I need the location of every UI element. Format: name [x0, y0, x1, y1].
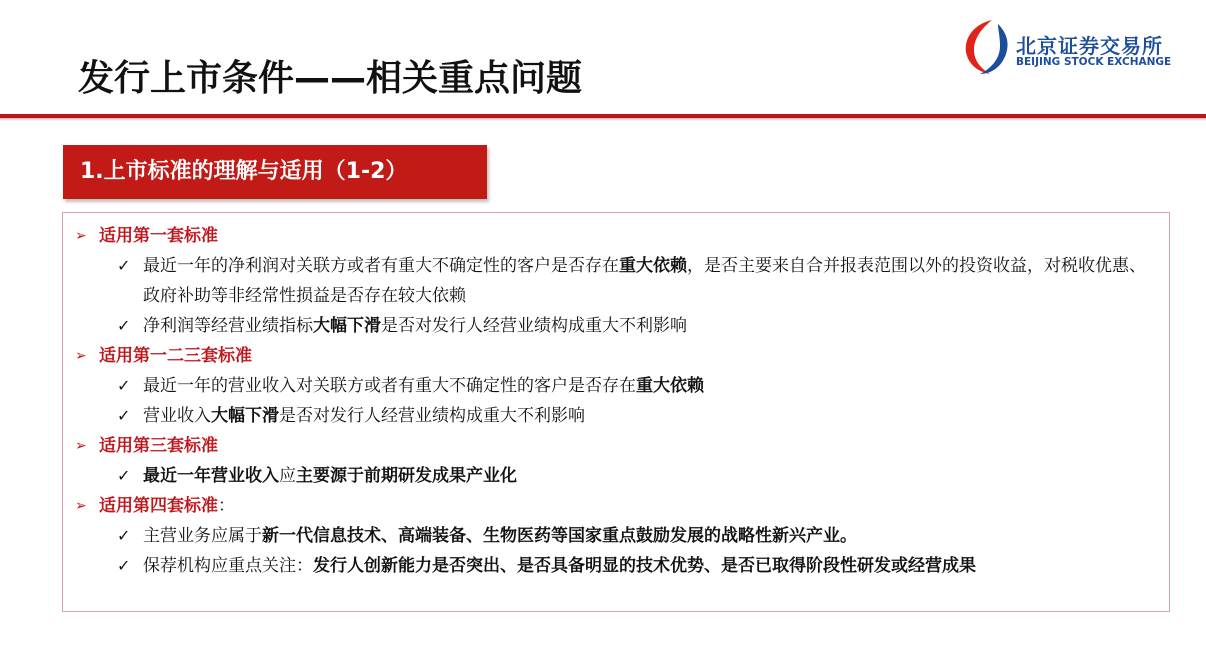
check-bullet-icon: ✓: [117, 316, 131, 335]
arrow-bullet-icon: ➢: [75, 438, 87, 454]
criteria-item: [75, 521, 1161, 551]
arrow-bullet-icon: ➢: [75, 498, 87, 514]
item-text: 保荐机构应重点关注：: [143, 556, 313, 576]
emphasis-text: 发行人创新能力是否突出、是否具备明显的技术优势、是否已取得阶段性研发或经营成果: [313, 556, 976, 576]
bse-logo: [962, 18, 1182, 78]
check-bullet-icon: ✓: [117, 376, 131, 395]
criteria-item: [75, 311, 1161, 341]
item-text: 最近一年的营业收入对关联方或者有重大不确定性的客户是否存在: [143, 376, 636, 396]
item-text: 主营业务应属于: [143, 526, 262, 546]
criteria-item: [75, 551, 1161, 581]
standard-label: 适用第一二三套标准: [99, 346, 252, 366]
header-divider-shadow: [0, 118, 1206, 121]
check-bullet-icon: ✓: [117, 556, 131, 575]
standard-heading: [75, 341, 1165, 371]
arrow-bullet-icon: ➢: [75, 228, 87, 244]
standard-heading: [75, 491, 1165, 521]
criteria-item: [75, 371, 1161, 401]
criteria-item: [75, 401, 1161, 431]
item-text: 营业收入: [143, 406, 211, 426]
item-text: 是否对发行人经营业绩构成重大不利影响: [381, 316, 687, 336]
criteria-list: [75, 221, 1165, 581]
criteria-item: [75, 461, 1161, 491]
emphasis-text: 大幅下滑: [313, 316, 381, 336]
section-heading: 1.上市标准的理解与适用（1-2）: [63, 145, 487, 199]
standard-label: 适用第四套标准: [99, 496, 218, 516]
standard-label: 适用第三套标准: [99, 436, 218, 456]
arrow-bullet-icon: ➢: [75, 348, 87, 364]
standard-heading: [75, 221, 1165, 251]
check-bullet-icon: ✓: [117, 406, 131, 425]
check-bullet-icon: ✓: [117, 466, 131, 485]
item-text: 最近一年的净利润对关联方或者有重大不确定性的客户是否存在: [143, 256, 619, 276]
standard-label: 适用第一套标准: [99, 226, 218, 246]
logo-name-en: BEIJING STOCK EXCHANGE: [1016, 56, 1172, 68]
page-title: 发行上市条件——相关重点问题: [78, 58, 583, 99]
item-text: 净利润等经营业绩指标: [143, 316, 313, 336]
emphasis-text: 主要源于前期研发成果产业化: [296, 466, 517, 486]
logo-name-cn: 北京证券交易所: [1016, 34, 1163, 58]
standard-label-suffix: ：: [218, 496, 235, 516]
emphasis-text: 新一代信息技术、高端装备、生物医药等国家重点鼓励发展的战略性新兴产业。: [262, 526, 857, 546]
check-bullet-icon: ✓: [117, 256, 131, 275]
bse-logo-icon: [962, 18, 1010, 76]
emphasis-text: 重大依赖: [619, 256, 687, 276]
content-panel: [62, 212, 1170, 612]
emphasis-text: 大幅下滑: [211, 406, 279, 426]
check-bullet-icon: ✓: [117, 526, 131, 545]
item-text: 应: [279, 466, 296, 486]
item-text: ，是否主要来自合并报表范围以外的投资收益，对税收优惠、政府补助等非经常性损益是否存在较大依赖: [143, 256, 1146, 306]
standard-heading: [75, 431, 1165, 461]
criteria-item: [75, 251, 1161, 311]
item-text: 是否对发行人经营业绩构成重大不利影响: [279, 406, 585, 426]
emphasis-text: 重大依赖: [636, 376, 704, 396]
emphasis-text: 最近一年营业收入: [143, 466, 279, 486]
